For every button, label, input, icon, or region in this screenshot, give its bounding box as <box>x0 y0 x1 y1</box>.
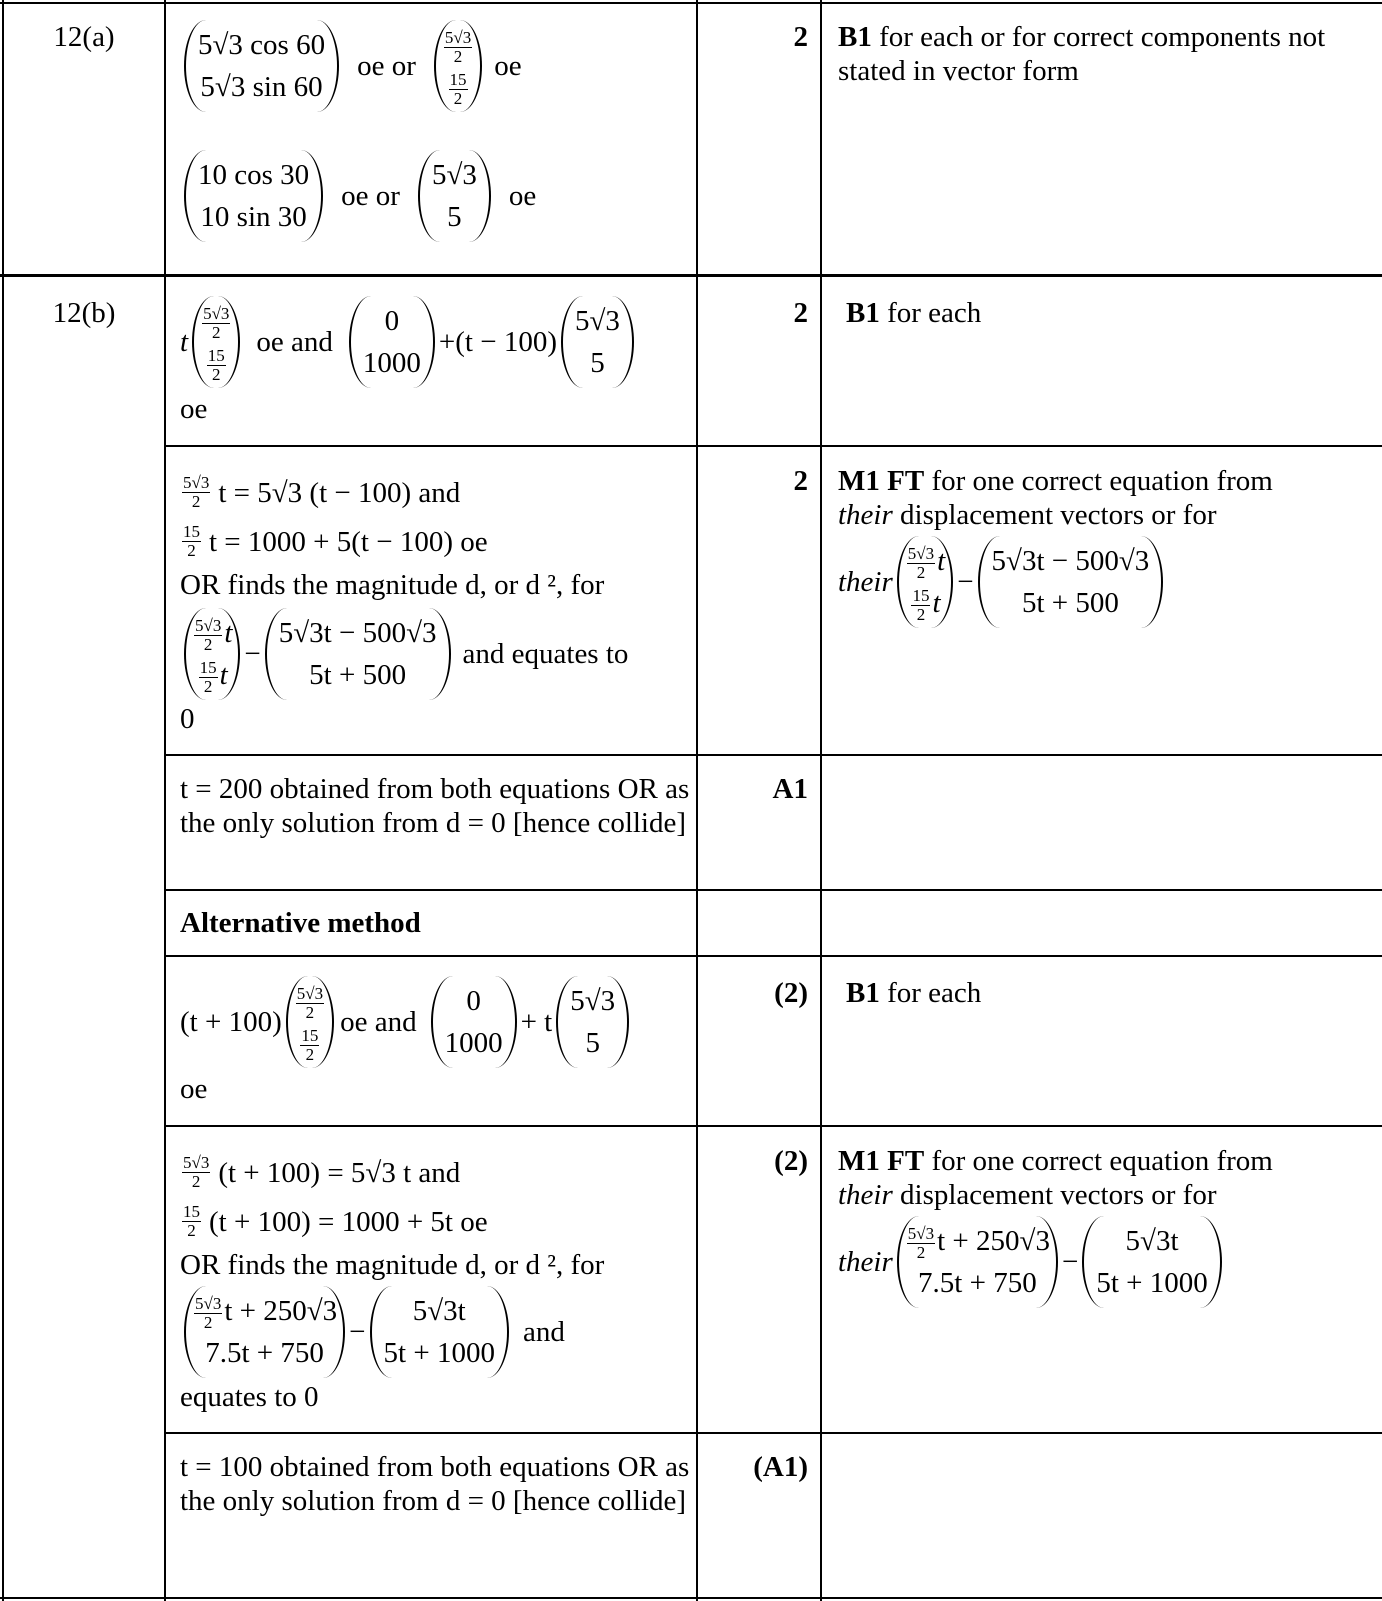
vector: 5√3 cos 60 5√3 sin 60 <box>184 20 339 112</box>
rule <box>0 1597 1382 1599</box>
vector: $\frac{5√3}{2}$ t + 250√3 7.5t + 750 <box>184 1286 345 1378</box>
vector: $\frac{5√3}{2}$ $\frac{15}{2}$ <box>192 296 240 388</box>
vector: 0 1000 <box>349 296 435 388</box>
vector: 10 cos 30 10 sin 30 <box>184 150 323 242</box>
rule <box>165 955 1382 957</box>
answer-alt-equations: $\frac{5√3}{2}$ (t + 100) = 5√3 t and $\frac{15}{2}$ (t + 100) = 1000 + 5t oe OR finds the magnitude d, or d ², for $\frac{5√3}{2}$ t + 250√3 7.5t + 750 − 5√3t 5t + 1000 and equates to 0 <box>180 1153 605 1413</box>
rule <box>165 1125 1382 1127</box>
answer-text: t = 100 obtained from both equations OR as the only solution from d = 0 [hence collide] <box>180 1451 690 1517</box>
vector: 5√3t 5t + 1000 <box>1082 1216 1221 1308</box>
vector: 0 1000 <box>431 976 517 1068</box>
answer-text: t = 200 obtained from both equations OR as the only solution from d = 0 [hence collide] <box>180 773 690 839</box>
rule <box>2 0 4 1601</box>
guidance: M1 FT for one correct equation from their displacement vectors or for their $\frac{5√3}{2}$ t $\frac{15}{2}$ t − 5√3t − 500√3 5t + 500 <box>838 464 1373 628</box>
question-number: 12(b) <box>52 297 116 329</box>
answer-12b-vectors: t $\frac{5√3}{2}$ $\frac{15}{2}$ oe and 0 1000 +(t − 100) 5√3 5 oe <box>180 296 690 426</box>
rule <box>0 2 1382 4</box>
rule <box>165 445 1382 447</box>
vector: 5√3t 5t + 1000 <box>370 1286 509 1378</box>
guidance: B1 for each <box>846 297 982 329</box>
vector: $\frac{5√3}{2}$ t + 250√3 7.5t + 750 <box>897 1216 1058 1308</box>
mark: (2) <box>774 1145 808 1177</box>
vector: 5√3t − 500√3 5t + 500 <box>978 536 1164 628</box>
rule <box>164 0 166 1601</box>
mark: (2) <box>774 977 808 1009</box>
section-label: Alternative method <box>180 907 421 939</box>
answer-alt-vectors: (t + 100) $\frac{5√3}{2}$ $\frac{15}{2}$ oe and 0 1000 + t 5√3 5 oe <box>180 976 692 1106</box>
mark: 2 <box>793 297 808 329</box>
rule <box>820 0 822 1601</box>
rule <box>165 889 1382 891</box>
vector: $\frac{5√3}{2}$ t $\frac{15}{2}$ t <box>184 608 240 700</box>
vector: $\frac{5√3}{2}$ t $\frac{15}{2}$ t <box>897 536 953 628</box>
vector: $\frac{5√3}{2}$ $\frac{15}{2}$ <box>286 976 334 1068</box>
guidance: B1 for each <box>846 977 982 1009</box>
mark: A1 <box>772 773 808 805</box>
mark: 2 <box>793 465 808 497</box>
answer-12a: 5√3 cos 60 5√3 sin 60 oe or $\frac{5√3}{2}$ $\frac{15}{2}$ oe 10 cos 30 10 sin 30 oe or 5√3 5 oe <box>180 20 690 242</box>
guidance: M1 FT for one correct equation from their displacement vectors or for their $\frac{5√3}{2}$ t + 250√3 7.5t + 750 − 5√3t 5t + 1000 <box>838 1144 1373 1308</box>
vector: 5√3 5 <box>556 976 629 1068</box>
vector: $\frac{5√3}{2}$ $\frac{15}{2}$ <box>434 20 482 112</box>
mark: 2 <box>793 21 808 53</box>
answer-12b-equations: $\frac{5√3}{2}$ t = 5√3 (t − 100) and $\frac{15}{2}$ t = 1000 + 5(t − 100) oe OR finds the magnitude d, or d ², for $\frac{5√3}{2}$ t $\frac{15}{2}$ t − 5√3t − 500√3 5t + 500 and equates to 0 <box>180 473 629 735</box>
vector: 5√3 5 <box>561 296 634 388</box>
vector: 5√3 5 <box>418 150 491 242</box>
rule <box>0 274 1382 277</box>
rule <box>165 754 1382 756</box>
mark: (A1) <box>753 1451 808 1483</box>
guidance: B1 for each or for correct components not stated in vector form <box>838 21 1326 87</box>
vector: 5√3t − 500√3 5t + 500 <box>265 608 451 700</box>
question-number: 12(a) <box>53 21 115 53</box>
rule <box>165 1432 1382 1434</box>
